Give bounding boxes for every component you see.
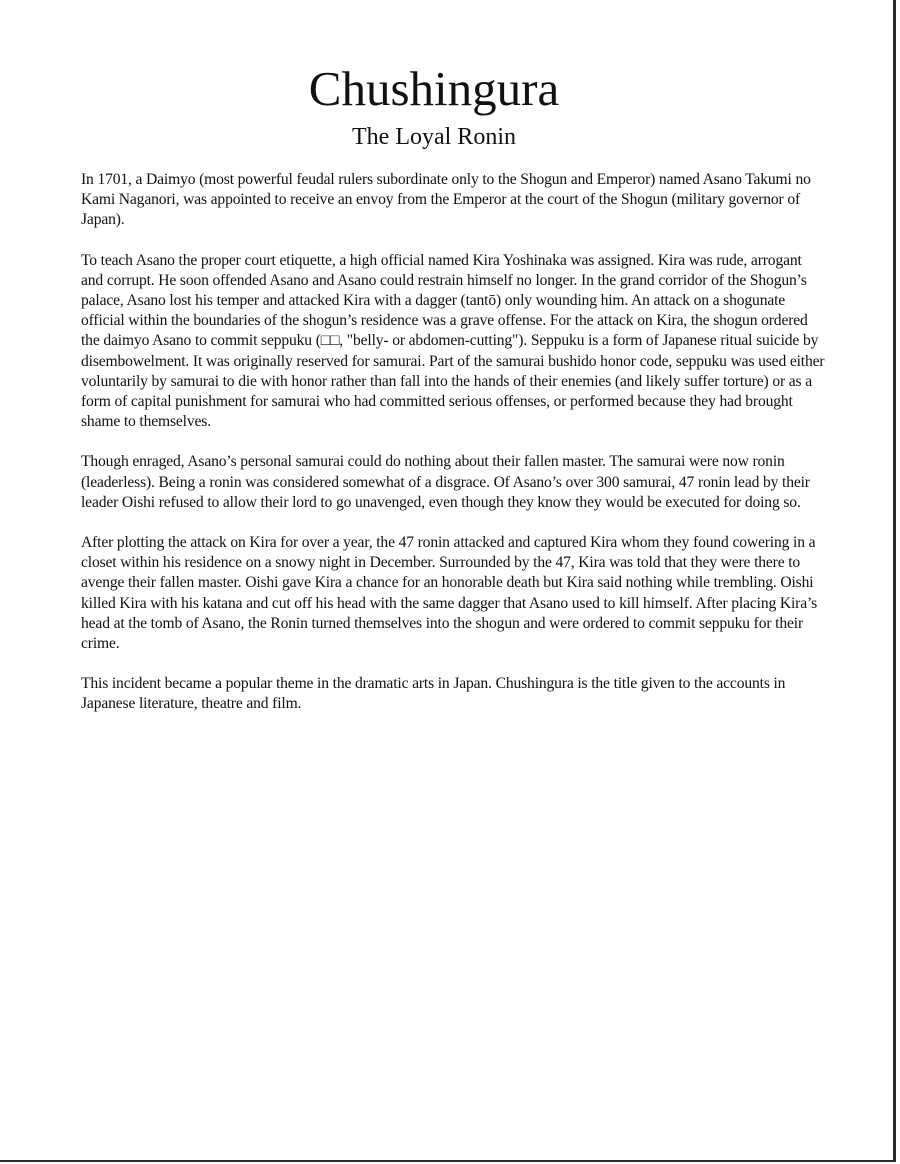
paragraph-2: To teach Asano the proper court etiquette, a high official named Kira Yoshinaka was assigned. Kira was rude, arrogant and corrupt. He soon offended Asano and Asano could restrain himself no longer. In the grand corridor of the Shogun’s palace, Asano lost his temper and attacked Kira with a dagger (tantō) only wounding him. An attack on a shogunate official within the boundaries of the shogun’s residence was a grave offense. For the attack on Kira, the shogun ordered the daimyo Asano to commit seppuku (□□, "belly- or abdomen-cutting"). Seppuku is a form of Japanese ritual suicide by disembowelment. It was originally reserved for samurai. Part of the samurai bushido honor code, seppuku was used either voluntarily by samurai to die with honor rather than fall into the hands of their enemies (and likely suffer torture) or as a form of capital punishment for samurai who had committed serious offenses, or performed because they had brought shame to themselves. bbox=[81, 251, 825, 431]
paragraph-4: After plotting the attack on Kira for over a year, the 47 ronin attacked and captured Kira whom they found cowering in a closet within his residence on a snowy night in December. Surrounded by the 47, Kira was told that they were there to avenge their fallen master. Oishi gave Kira a chance for an honorable death but Kira said nothing while trembling. Oishi killed Kira with his katana and cut off his head with the same dagger that Asano used to kill himself. After placing Kira’s head at the tomb of Asano, the Ronin turned themselves into the shogun and were ordered to commit seppuku for their crime. bbox=[81, 534, 818, 653]
page-title: Chushingura bbox=[308, 61, 560, 116]
paragraph-3: Though enraged, Asano’s personal samurai could do nothing about their fallen master. The samurai were now ronin (leaderless). Being a ronin was considered somewhat of a disgrace. Of Asano’s over 300 samurai, 47 ronin lead by their leader Oishi refused to allow their lord to go unavenged, even though they know they would be executed for doing so. bbox=[81, 453, 810, 511]
page-subtitle: The Loyal Ronin bbox=[352, 124, 516, 150]
paragraph-1: In 1701, a Daimyo (most powerful feudal rulers subordinate only to the Shogun and Emperor) named Asano Takumi no Kami Naganori, was appointed to receive an envoy from the Emperor at the court of the Shogun (military governor of Japan). bbox=[81, 171, 811, 229]
document-body bbox=[81, 170, 826, 735]
paragraph-5: This incident became a popular theme in the dramatic arts in Japan. Chushingura is the title given to the accounts in Japanese literature, theatre and film. bbox=[81, 675, 786, 713]
